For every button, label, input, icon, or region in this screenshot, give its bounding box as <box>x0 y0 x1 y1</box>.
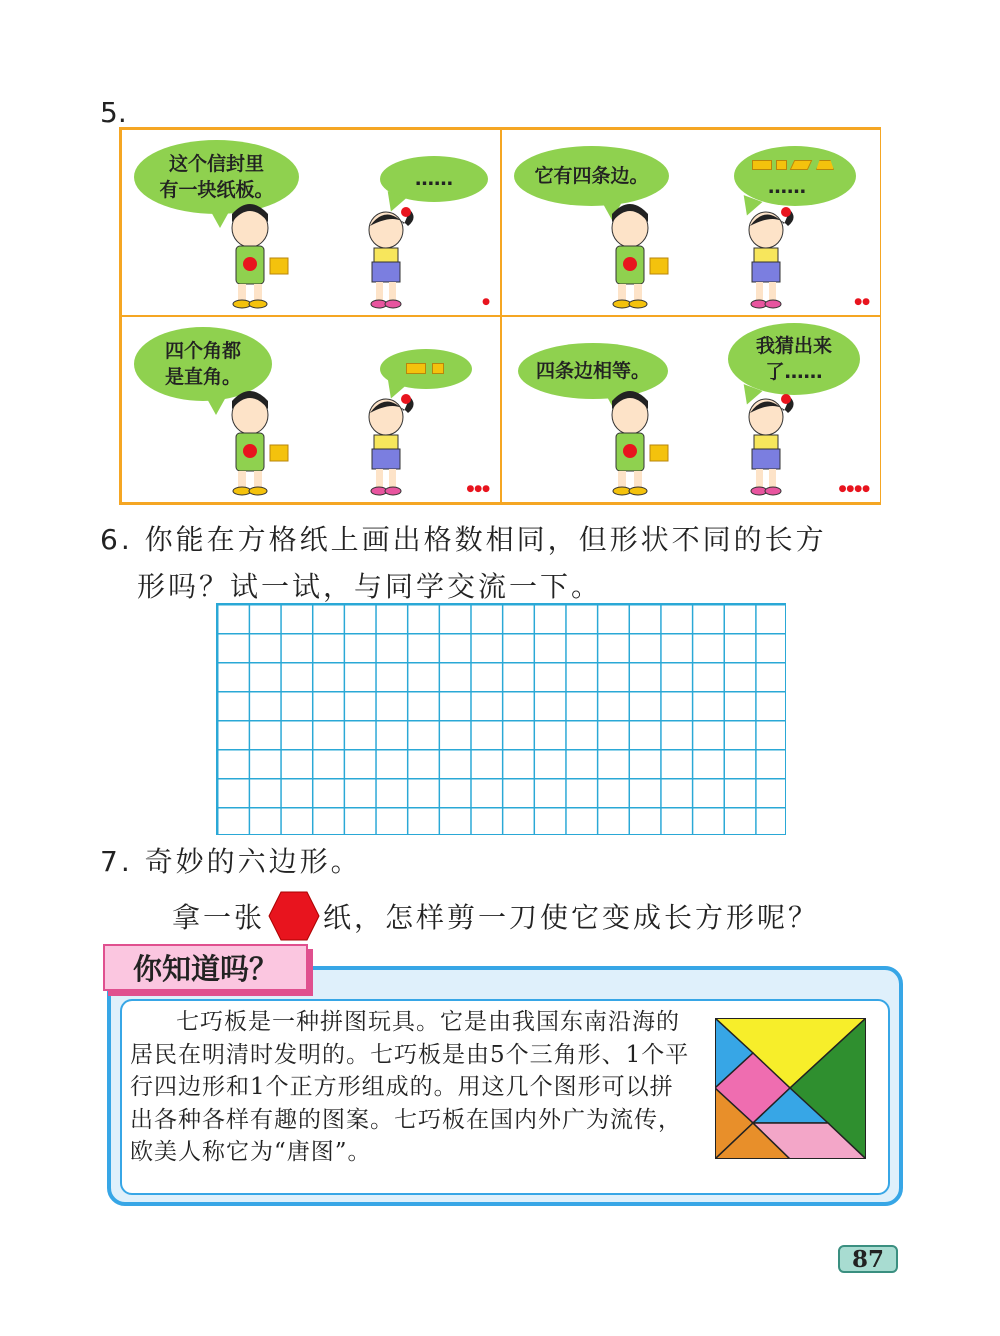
question-7-title <box>100 840 362 880</box>
two-girls-illustration <box>572 200 872 312</box>
red-hexagon-icon <box>267 890 321 942</box>
question-7-prompt <box>172 890 819 942</box>
panel-dots: ●● <box>854 297 870 307</box>
question-5-number: 5. <box>100 96 127 129</box>
speech-text: 四条边相等。 <box>535 360 650 382</box>
comic-panel-1 <box>121 129 501 316</box>
trapezoid-icon <box>816 160 834 170</box>
graph-paper-grid[interactable] <box>216 603 786 835</box>
speech-text: 四个角都 是直角。 <box>164 340 241 388</box>
speech-bubble-girl-2 <box>734 146 856 206</box>
rectangle-icon <box>406 363 426 374</box>
parallelogram-icon <box>790 160 813 170</box>
square-icon <box>432 363 444 374</box>
panel-dots: ●●● <box>466 484 490 494</box>
question-6-number: 6. <box>100 523 133 556</box>
question-7-title-text: 奇妙的六边形。 <box>144 845 362 878</box>
comic-panel-3 <box>121 316 501 503</box>
rectangle-icon <box>752 160 772 170</box>
tangram-paragraph: 七巧板是一种拼图玩具。它是由我国东南沿海的居民在明清时发明的。七巧板是由5个三角形、1个平行四边形和1个正方形组成的。用这几个图形可以拼出各种各样有趣的图案。七巧板在国内外广为流传，欧美人称它为“唐图”。 <box>130 1009 690 1165</box>
question-6-line-2: 形吗？试一试，与同学交流一下。 <box>137 570 603 603</box>
prompt-text-before: 拿一张 <box>172 901 266 934</box>
comic-panel-2 <box>501 129 881 316</box>
girl-with-envelope <box>232 204 288 308</box>
question-7-number: 7. <box>100 845 133 878</box>
did-you-know-heading: 你知道吗？ <box>103 944 308 991</box>
tangram-illustration <box>715 1018 866 1159</box>
speech-bubble-girl-1 <box>514 146 669 206</box>
speech-text: …… <box>768 176 806 198</box>
panel-dots: ● <box>482 297 490 307</box>
square-icon <box>776 160 787 170</box>
two-girls-illustration <box>572 387 872 499</box>
two-girls-illustration <box>192 387 492 499</box>
two-girls-illustration <box>192 200 492 312</box>
page-number: 87 <box>838 1245 898 1273</box>
comic-panel-4 <box>501 316 881 503</box>
question-6-text: 你能在方格纸上画出格数相同，但形状不同的长方 <box>144 523 827 556</box>
speech-text: 这个信封里 有一块纸板。 <box>159 153 274 201</box>
girl-with-ponytail <box>369 207 414 308</box>
question-6-line-1 <box>100 518 827 558</box>
speech-text: …… <box>415 168 453 190</box>
speech-bubble-girl-2 <box>728 323 860 395</box>
speech-text: 我猜出来 了…… <box>755 335 832 383</box>
prompt-text-after: 纸，怎样剪一刀使它变成长方形呢？ <box>323 901 820 934</box>
speech-text: 它有四条边。 <box>534 165 649 187</box>
panel-dots: ●●●● <box>838 484 870 494</box>
comic-strip <box>119 127 881 505</box>
